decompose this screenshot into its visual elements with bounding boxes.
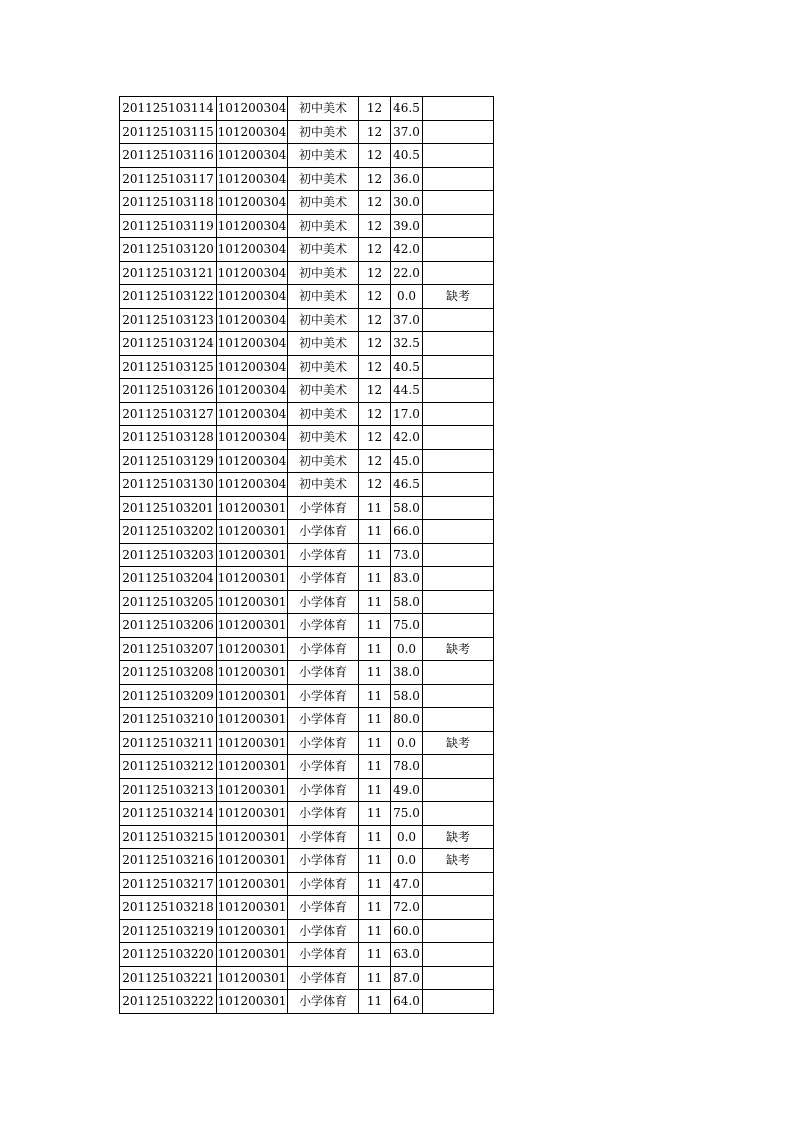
table-row <box>120 191 494 215</box>
score-cell: 49.0 <box>391 778 423 802</box>
score-cell: 75.0 <box>391 802 423 826</box>
table-row <box>120 308 494 332</box>
exam-code-cell: 101200304 <box>217 191 288 215</box>
remark-cell <box>423 496 494 520</box>
subject-number-cell: 11 <box>359 802 391 826</box>
remark-cell: 缺考 <box>423 731 494 755</box>
exam-code-cell: 101200304 <box>217 144 288 168</box>
subject-cell: 小学体育 <box>288 966 359 990</box>
table-row <box>120 567 494 591</box>
subject-cell: 初中美术 <box>288 308 359 332</box>
score-cell: 60.0 <box>391 919 423 943</box>
candidate-id-cell: 201125103121 <box>120 261 217 285</box>
exam-code-cell: 101200301 <box>217 943 288 967</box>
candidate-id-cell: 201125103212 <box>120 755 217 779</box>
subject-number-cell: 12 <box>359 355 391 379</box>
subject-number-cell: 12 <box>359 191 391 215</box>
table-row <box>120 943 494 967</box>
subject-cell: 小学体育 <box>288 896 359 920</box>
table-row <box>120 684 494 708</box>
subject-number-cell: 12 <box>359 308 391 332</box>
candidate-id-cell: 201125103222 <box>120 990 217 1014</box>
table-row <box>120 214 494 238</box>
remark-cell <box>423 449 494 473</box>
subject-number-cell: 11 <box>359 567 391 591</box>
subject-number-cell: 12 <box>359 97 391 121</box>
exam-code-cell: 101200301 <box>217 731 288 755</box>
exam-code-cell: 101200301 <box>217 849 288 873</box>
score-table <box>119 96 494 1014</box>
score-cell: 0.0 <box>391 285 423 309</box>
exam-code-cell: 101200304 <box>217 473 288 497</box>
subject-number-cell: 11 <box>359 731 391 755</box>
subject-number-cell: 12 <box>359 402 391 426</box>
subject-cell: 初中美术 <box>288 473 359 497</box>
subject-cell: 小学体育 <box>288 637 359 661</box>
candidate-id-cell: 201125103205 <box>120 590 217 614</box>
candidate-id-cell: 201125103218 <box>120 896 217 920</box>
candidate-id-cell: 201125103215 <box>120 825 217 849</box>
remark-cell <box>423 167 494 191</box>
subject-number-cell: 11 <box>359 637 391 661</box>
subject-number-cell: 11 <box>359 590 391 614</box>
subject-number-cell: 11 <box>359 990 391 1014</box>
table-row <box>120 496 494 520</box>
table-row <box>120 614 494 638</box>
remark-cell <box>423 708 494 732</box>
score-cell: 0.0 <box>391 637 423 661</box>
table-row <box>120 402 494 426</box>
subject-cell: 初中美术 <box>288 379 359 403</box>
table-row <box>120 167 494 191</box>
subject-cell: 小学体育 <box>288 802 359 826</box>
exam-code-cell: 101200304 <box>217 97 288 121</box>
candidate-id-cell: 201125103117 <box>120 167 217 191</box>
remark-cell <box>423 426 494 450</box>
score-cell: 46.5 <box>391 97 423 121</box>
remark-cell <box>423 990 494 1014</box>
table-row <box>120 755 494 779</box>
remark-cell <box>423 332 494 356</box>
table-row <box>120 473 494 497</box>
score-cell: 58.0 <box>391 684 423 708</box>
table-row <box>120 825 494 849</box>
candidate-id-cell: 201125103201 <box>120 496 217 520</box>
exam-code-cell: 101200304 <box>217 285 288 309</box>
remark-cell <box>423 661 494 685</box>
exam-code-cell: 101200304 <box>217 214 288 238</box>
score-cell: 17.0 <box>391 402 423 426</box>
candidate-id-cell: 201125103119 <box>120 214 217 238</box>
subject-number-cell: 11 <box>359 520 391 544</box>
remark-cell <box>423 802 494 826</box>
score-cell: 38.0 <box>391 661 423 685</box>
remark-cell <box>423 778 494 802</box>
exam-code-cell: 101200301 <box>217 684 288 708</box>
subject-cell: 初中美术 <box>288 97 359 121</box>
score-cell: 75.0 <box>391 614 423 638</box>
score-cell: 0.0 <box>391 825 423 849</box>
score-cell: 42.0 <box>391 426 423 450</box>
score-table-body <box>120 97 494 1014</box>
subject-number-cell: 11 <box>359 872 391 896</box>
subject-cell: 小学体育 <box>288 708 359 732</box>
remark-cell <box>423 543 494 567</box>
table-row <box>120 637 494 661</box>
score-cell: 78.0 <box>391 755 423 779</box>
candidate-id-cell: 201125103216 <box>120 849 217 873</box>
score-cell: 44.5 <box>391 379 423 403</box>
score-cell: 72.0 <box>391 896 423 920</box>
exam-code-cell: 101200301 <box>217 990 288 1014</box>
candidate-id-cell: 201125103221 <box>120 966 217 990</box>
candidate-id-cell: 201125103120 <box>120 238 217 262</box>
score-cell: 87.0 <box>391 966 423 990</box>
score-cell: 46.5 <box>391 473 423 497</box>
subject-number-cell: 12 <box>359 332 391 356</box>
remark-cell: 缺考 <box>423 825 494 849</box>
remark-cell <box>423 473 494 497</box>
remark-cell <box>423 379 494 403</box>
table-row <box>120 285 494 309</box>
candidate-id-cell: 201125103127 <box>120 402 217 426</box>
exam-code-cell: 101200301 <box>217 708 288 732</box>
subject-cell: 小学体育 <box>288 825 359 849</box>
score-cell: 32.5 <box>391 332 423 356</box>
remark-cell: 缺考 <box>423 285 494 309</box>
table-row <box>120 379 494 403</box>
remark-cell <box>423 214 494 238</box>
exam-code-cell: 101200304 <box>217 238 288 262</box>
subject-cell: 初中美术 <box>288 191 359 215</box>
subject-number-cell: 11 <box>359 661 391 685</box>
candidate-id-cell: 201125103207 <box>120 637 217 661</box>
subject-number-cell: 12 <box>359 167 391 191</box>
subject-cell: 初中美术 <box>288 120 359 144</box>
subject-cell: 初中美术 <box>288 167 359 191</box>
candidate-id-cell: 201125103118 <box>120 191 217 215</box>
table-row <box>120 520 494 544</box>
exam-code-cell: 101200301 <box>217 825 288 849</box>
exam-code-cell: 101200304 <box>217 332 288 356</box>
subject-number-cell: 12 <box>359 144 391 168</box>
subject-number-cell: 11 <box>359 496 391 520</box>
remark-cell: 缺考 <box>423 849 494 873</box>
subject-cell: 初中美术 <box>288 402 359 426</box>
table-row <box>120 896 494 920</box>
exam-code-cell: 101200304 <box>217 402 288 426</box>
score-cell: 42.0 <box>391 238 423 262</box>
remark-cell <box>423 238 494 262</box>
remark-cell <box>423 590 494 614</box>
remark-cell: 缺考 <box>423 637 494 661</box>
subject-number-cell: 12 <box>359 120 391 144</box>
table-row <box>120 661 494 685</box>
table-row <box>120 966 494 990</box>
table-row <box>120 708 494 732</box>
subject-cell: 初中美术 <box>288 261 359 285</box>
candidate-id-cell: 201125103211 <box>120 731 217 755</box>
score-cell: 47.0 <box>391 872 423 896</box>
subject-cell: 小学体育 <box>288 872 359 896</box>
candidate-id-cell: 201125103122 <box>120 285 217 309</box>
candidate-id-cell: 201125103124 <box>120 332 217 356</box>
subject-cell: 小学体育 <box>288 943 359 967</box>
candidate-id-cell: 201125103214 <box>120 802 217 826</box>
table-row <box>120 731 494 755</box>
remark-cell <box>423 684 494 708</box>
table-row <box>120 802 494 826</box>
score-cell: 0.0 <box>391 731 423 755</box>
candidate-id-cell: 201125103219 <box>120 919 217 943</box>
remark-cell <box>423 872 494 896</box>
subject-cell: 小学体育 <box>288 849 359 873</box>
subject-cell: 初中美术 <box>288 449 359 473</box>
remark-cell <box>423 261 494 285</box>
subject-number-cell: 11 <box>359 919 391 943</box>
remark-cell <box>423 402 494 426</box>
table-row <box>120 144 494 168</box>
candidate-id-cell: 201125103115 <box>120 120 217 144</box>
subject-number-cell: 12 <box>359 214 391 238</box>
subject-number-cell: 12 <box>359 449 391 473</box>
candidate-id-cell: 201125103208 <box>120 661 217 685</box>
remark-cell <box>423 120 494 144</box>
score-cell: 36.0 <box>391 167 423 191</box>
subject-number-cell: 11 <box>359 778 391 802</box>
exam-code-cell: 101200301 <box>217 637 288 661</box>
subject-cell: 初中美术 <box>288 238 359 262</box>
table-row <box>120 238 494 262</box>
exam-code-cell: 101200304 <box>217 261 288 285</box>
exam-code-cell: 101200301 <box>217 802 288 826</box>
table-row <box>120 449 494 473</box>
candidate-id-cell: 201125103130 <box>120 473 217 497</box>
score-cell: 73.0 <box>391 543 423 567</box>
exam-code-cell: 101200304 <box>217 355 288 379</box>
exam-code-cell: 101200304 <box>217 167 288 191</box>
subject-cell: 小学体育 <box>288 520 359 544</box>
exam-code-cell: 101200301 <box>217 966 288 990</box>
subject-cell: 初中美术 <box>288 332 359 356</box>
table-row <box>120 426 494 450</box>
subject-number-cell: 11 <box>359 896 391 920</box>
subject-number-cell: 12 <box>359 473 391 497</box>
subject-cell: 小学体育 <box>288 661 359 685</box>
table-row <box>120 919 494 943</box>
subject-cell: 小学体育 <box>288 614 359 638</box>
exam-code-cell: 101200304 <box>217 426 288 450</box>
score-cell: 37.0 <box>391 120 423 144</box>
score-cell: 58.0 <box>391 496 423 520</box>
score-cell: 63.0 <box>391 943 423 967</box>
exam-code-cell: 101200301 <box>217 520 288 544</box>
candidate-id-cell: 201125103116 <box>120 144 217 168</box>
remark-cell <box>423 520 494 544</box>
remark-cell <box>423 943 494 967</box>
subject-cell: 小学体育 <box>288 567 359 591</box>
subject-cell: 小学体育 <box>288 590 359 614</box>
subject-number-cell: 11 <box>359 708 391 732</box>
exam-code-cell: 101200304 <box>217 120 288 144</box>
score-cell: 64.0 <box>391 990 423 1014</box>
subject-cell: 小学体育 <box>288 731 359 755</box>
remark-cell <box>423 308 494 332</box>
subject-number-cell: 12 <box>359 285 391 309</box>
exam-code-cell: 101200301 <box>217 590 288 614</box>
exam-code-cell: 101200301 <box>217 872 288 896</box>
exam-code-cell: 101200301 <box>217 567 288 591</box>
exam-code-cell: 101200301 <box>217 496 288 520</box>
remark-cell <box>423 97 494 121</box>
subject-number-cell: 12 <box>359 238 391 262</box>
subject-number-cell: 11 <box>359 849 391 873</box>
score-cell: 83.0 <box>391 567 423 591</box>
subject-cell: 初中美术 <box>288 144 359 168</box>
candidate-id-cell: 201125103202 <box>120 520 217 544</box>
score-cell: 66.0 <box>391 520 423 544</box>
table-row <box>120 120 494 144</box>
candidate-id-cell: 201125103203 <box>120 543 217 567</box>
subject-cell: 小学体育 <box>288 990 359 1014</box>
table-row <box>120 872 494 896</box>
score-cell: 39.0 <box>391 214 423 238</box>
table-row <box>120 332 494 356</box>
exam-code-cell: 101200301 <box>217 661 288 685</box>
candidate-id-cell: 201125103213 <box>120 778 217 802</box>
subject-cell: 小学体育 <box>288 778 359 802</box>
score-cell: 30.0 <box>391 191 423 215</box>
score-cell: 40.5 <box>391 144 423 168</box>
table-row <box>120 543 494 567</box>
candidate-id-cell: 201125103126 <box>120 379 217 403</box>
candidate-id-cell: 201125103209 <box>120 684 217 708</box>
subject-number-cell: 11 <box>359 943 391 967</box>
exam-code-cell: 101200301 <box>217 614 288 638</box>
subject-cell: 小学体育 <box>288 684 359 708</box>
candidate-id-cell: 201125103220 <box>120 943 217 967</box>
subject-cell: 小学体育 <box>288 919 359 943</box>
subject-number-cell: 12 <box>359 426 391 450</box>
subject-cell: 初中美术 <box>288 426 359 450</box>
subject-cell: 小学体育 <box>288 755 359 779</box>
exam-code-cell: 101200304 <box>217 308 288 332</box>
score-cell: 45.0 <box>391 449 423 473</box>
candidate-id-cell: 201125103217 <box>120 872 217 896</box>
table-row <box>120 778 494 802</box>
subject-number-cell: 11 <box>359 543 391 567</box>
table-row <box>120 355 494 379</box>
remark-cell <box>423 614 494 638</box>
score-cell: 80.0 <box>391 708 423 732</box>
subject-cell: 小学体育 <box>288 543 359 567</box>
subject-number-cell: 12 <box>359 261 391 285</box>
subject-number-cell: 11 <box>359 755 391 779</box>
subject-number-cell: 12 <box>359 379 391 403</box>
subject-number-cell: 11 <box>359 966 391 990</box>
candidate-id-cell: 201125103114 <box>120 97 217 121</box>
table-row <box>120 261 494 285</box>
table-row <box>120 849 494 873</box>
score-cell: 40.5 <box>391 355 423 379</box>
exam-code-cell: 101200301 <box>217 896 288 920</box>
remark-cell <box>423 919 494 943</box>
exam-code-cell: 101200301 <box>217 543 288 567</box>
subject-number-cell: 11 <box>359 684 391 708</box>
remark-cell <box>423 355 494 379</box>
table-row <box>120 590 494 614</box>
candidate-id-cell: 201125103128 <box>120 426 217 450</box>
subject-number-cell: 11 <box>359 614 391 638</box>
remark-cell <box>423 144 494 168</box>
exam-code-cell: 101200301 <box>217 919 288 943</box>
exam-code-cell: 101200304 <box>217 379 288 403</box>
candidate-id-cell: 201125103206 <box>120 614 217 638</box>
exam-code-cell: 101200304 <box>217 449 288 473</box>
candidate-id-cell: 201125103129 <box>120 449 217 473</box>
subject-cell: 小学体育 <box>288 496 359 520</box>
remark-cell <box>423 966 494 990</box>
remark-cell <box>423 567 494 591</box>
subject-number-cell: 11 <box>359 825 391 849</box>
exam-code-cell: 101200301 <box>217 778 288 802</box>
candidate-id-cell: 201125103210 <box>120 708 217 732</box>
candidate-id-cell: 201125103123 <box>120 308 217 332</box>
subject-cell: 初中美术 <box>288 355 359 379</box>
score-cell: 58.0 <box>391 590 423 614</box>
subject-cell: 初中美术 <box>288 214 359 238</box>
remark-cell <box>423 191 494 215</box>
score-cell: 37.0 <box>391 308 423 332</box>
table-row <box>120 990 494 1014</box>
candidate-id-cell: 201125103125 <box>120 355 217 379</box>
score-cell: 22.0 <box>391 261 423 285</box>
remark-cell <box>423 896 494 920</box>
score-cell: 0.0 <box>391 849 423 873</box>
remark-cell <box>423 755 494 779</box>
subject-cell: 初中美术 <box>288 285 359 309</box>
table-row <box>120 97 494 121</box>
exam-code-cell: 101200301 <box>217 755 288 779</box>
candidate-id-cell: 201125103204 <box>120 567 217 591</box>
